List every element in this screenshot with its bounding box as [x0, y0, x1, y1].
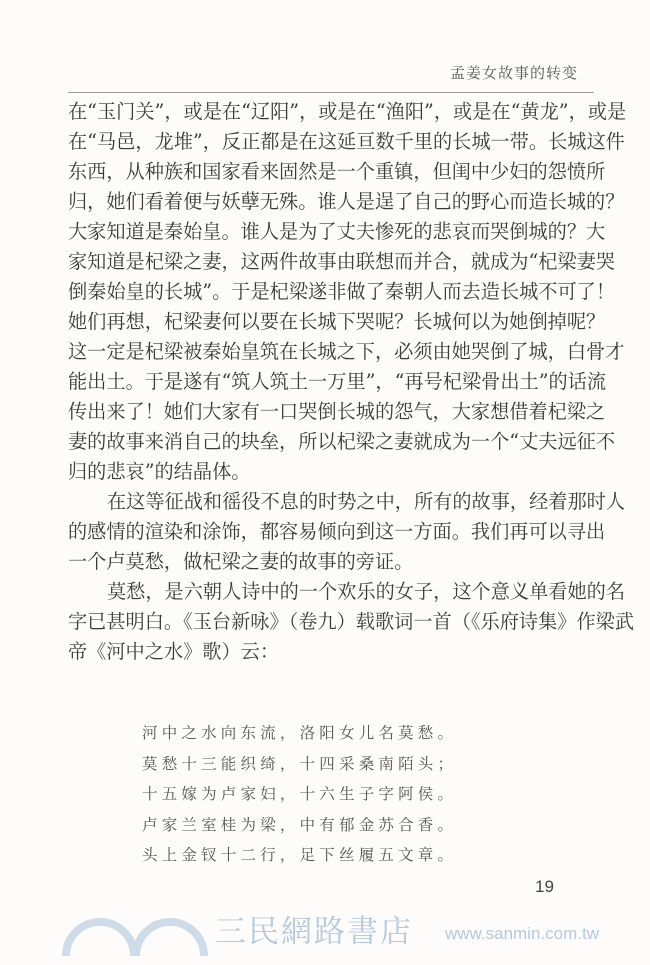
- body-line: 的感情的渲染和涂饰，都容易倾向到这一方面。我们再可以寻出: [68, 520, 606, 543]
- body-line: 传出来了！她们大家有一口哭倒长城的怨气，大家想借着杞梁之: [68, 400, 606, 423]
- body-line: 字已甚明白。《玉台新咏》（卷九）载歌词一首（《乐府诗集》作梁武: [68, 610, 635, 633]
- poem-line: 河中之水向东流，洛阳女儿名莫愁。: [142, 724, 458, 742]
- body-line: 她们再想，杞梁妻何以要在长城下哭呢？长城何以为她倒掉呢？: [68, 310, 606, 333]
- poem-line: 头上金钗十二行，足下丝履五文章。: [142, 846, 458, 864]
- body-line: 在“玉门关”，或是在“辽阳”，或是在“渔阳”，或是在“黄龙”，或是: [68, 100, 627, 123]
- body-line: 倒秦始皇的长城”。于是杞梁遂非做了秦朝人而去造长城不可了！: [68, 280, 616, 303]
- body-line: 这一定是杞梁被秦始皇筑在长城之下，必须由她哭倒了城，白骨才: [68, 340, 625, 363]
- body-line: 大家知道是秦始皇。谁人是为了丈夫惨死的悲哀而哭倒城的？大: [68, 220, 606, 243]
- watermark-url: www.sanmin.com.tw: [445, 924, 599, 943]
- page-number: 19: [535, 877, 554, 896]
- poem-line: 十五嫁为卢家妇，十六生子字阿侯。: [142, 785, 458, 803]
- body-line: 在“马邑，龙堆”，反正都是在这延亘数千里的长城一带。长城这件: [68, 130, 625, 153]
- body-text: [68, 97, 635, 667]
- body-line: 归的悲哀”的结晶体。: [68, 460, 251, 483]
- poem-line: 卢家兰室桂为梁，中有郁金苏合香。: [142, 815, 458, 834]
- body-line: 东西，从种族和国家看来固然是一个重镇，但闺中少妇的怨愤所: [68, 160, 606, 183]
- body-line: 能出土。于是遂有“筑人筑土一万里”，“再号杞梁骨出土”的话流: [68, 370, 607, 393]
- body-line: 在这等征战和徭役不息的时势之中，所有的故事，经着那时人: [107, 490, 626, 513]
- poem-quote: [142, 718, 457, 871]
- watermark-name: 三民網路書店: [215, 914, 413, 950]
- body-line: 家知道是杞梁之妻，这两件故事由联想而并合，就成为“杞梁妻哭: [68, 250, 616, 273]
- running-title: 孟姜女故事的转变: [449, 64, 578, 82]
- body-line: 归，她们看着便与妖孽无殊。谁人是逞了自己的野心而造长城的？: [68, 190, 625, 213]
- header-rule: [68, 92, 594, 93]
- poem-line: 莫愁十三能织绮，十四采桑南陌头；: [142, 754, 458, 773]
- watermark-logo-icon: [60, 912, 210, 956]
- body-line: 妻的故事来消自己的块垒，所以杞梁之妻就成为一个“丈夫远征不: [68, 430, 616, 453]
- body-line: 一个卢莫愁，做杞梁之妻的故事的旁证。: [68, 550, 414, 573]
- body-line: 帝《河中之水》歌）云：: [68, 640, 280, 663]
- body-line: 莫愁，是六朝人诗中的一个欢乐的女子，这个意义单看她的名: [107, 580, 626, 603]
